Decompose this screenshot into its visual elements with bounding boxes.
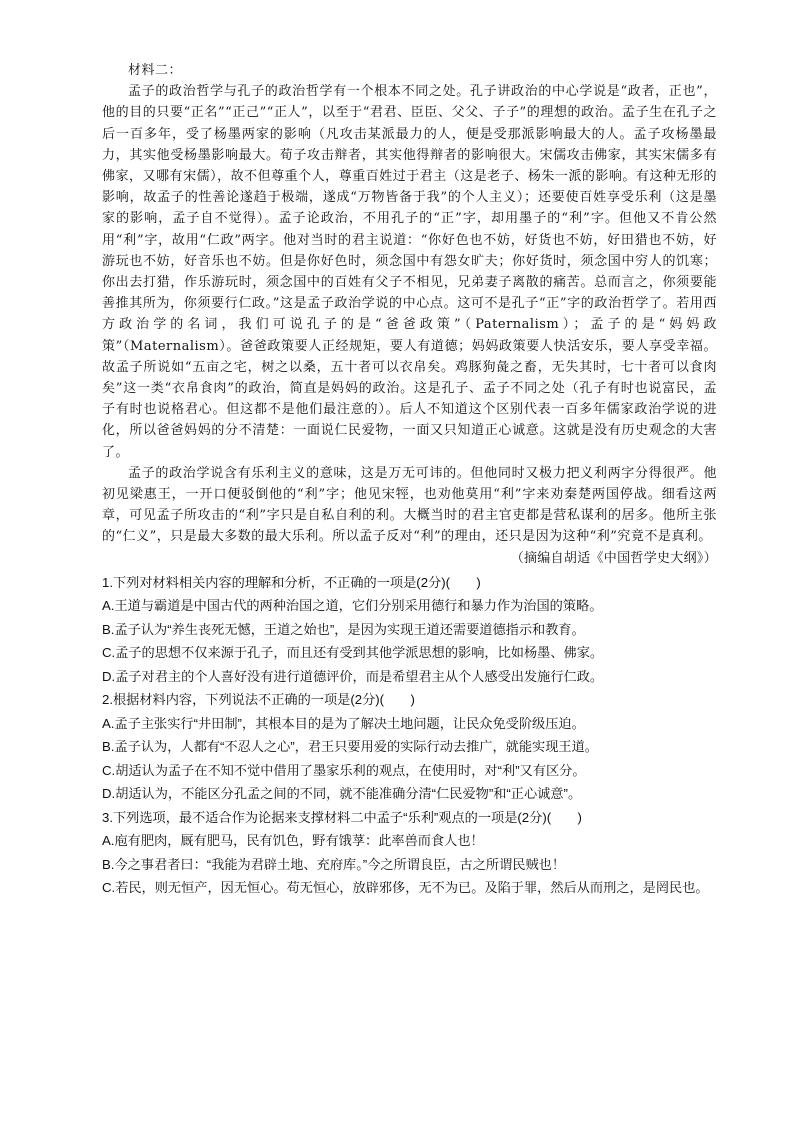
option-d: D.孟子对君主的个人喜好没有进行道德评价，而是希望君主从个人感受出发施行仁政。 — [102, 668, 604, 684]
material-paragraph: 孟子的政治哲学与孔子的政治哲学有一个根本不同之处。孔子讲政治的中心学说是“政者，正也”，他的目的只要“正名”“正己”“正人”，以至于“君君、臣臣、父父、子子”的理想的政治。孟子生在孔子之后一百多年，受了杨墨两家的影响（凡攻击某派最力的人，便是受那派影响最大的人。孟子攻杨墨最力，其实他受杨墨影响最大。荀子攻击辩者，其实他得辩者的影响很大。宋儒攻击佛家，其实宋儒多有佛家，又哪有宋儒），故不但尊重个人，尊重百姓过于君主（这是老子、杨朱一派的影响。有这种无形的影响，故孟子的性善论遂趋于极端，遂成“万物皆备于我”的个人主义）；还要使百姓享受乐利（这是墨家的影响，孟子自不觉得）。孟子论政治，不用孔子的“正”字，却用墨子的“利”字。但他又不肯公然用“利”字，故用“仁政”两字。他对当时的君主说道：“你好色也不妨，好货也不妨，好田猎也不妨，好游玩也不妨，好音乐也不妨。但是你好色时，须念国中有怨女旷夫；你好货时，须念国中穷人的饥寒；你出去打猎，作乐游玩时，须念国中的百姓有父子不相见，兄弟妻子离散的痛苦。总而言之，你须要能善推其所为，你须要行仁政。”这是孟子政治学说的中心点。这可不是孔子“正”字的政治哲学了。若用西方政治学的名词，我们可说孔子的是“爸爸政策”（Paternalism）；孟子的是“妈妈政策”（Maternalism）。爸爸政策要人正经规矩，要人有道德；妈妈政策要人快活安乐，要人享受幸福。故孟子所说如“五亩之宅，树之以桑，五十者可以衣帛矣。鸡豚狗彘之畜，无失其时，七十者可以食肉矣”这一类“衣帛食肉”的政治，简直是妈妈的政治。这是孔子、孟子不同之处（孔子有时也说富民，孟子有时也说格君心。但这都不是他们最注意的）。后人不知道这个区别代表一百多年儒家政治学说的进化，所以爸爸妈妈的分不清楚：一面说仁民爱物，一面又只知道正心诚意。这就是没有历史观念的大害了。 — [102, 84, 717, 460]
option-a: A.孟子主张实行“井田制”，其根本目的是为了解决土地问题，让民众免受阶级压迫。 — [102, 715, 585, 731]
option-a: A.王道与霸道是中国古代的两种治国之道，它们分别采用德行和暴力作为治国的策略。 — [102, 598, 603, 614]
question-1 — [102, 571, 717, 689]
option-c: C.胡适认为孟子在不知不觉中借用了墨家乐利的观点，在使用时，对“利”又有区分。 — [102, 762, 586, 778]
option-a: A.庖有肥肉，厩有肥马，民有饥色，野有饿莩：此率兽而食人也！ — [102, 833, 484, 849]
question-stem: 3.下列选项，最不适合作为论据来支撑材料二中孟子“乐利”观点的一项是(2分)( ) — [102, 809, 582, 825]
material-paragraph: 孟子的政治学说含有乐利主义的意味，这是万无可讳的。但他同时又极力把义利两字分得很严。他初见梁惠王，一开口便驳倒他的“利”字；他见宋牼，也劝他莫用“利”字来劝秦楚两国停战。细看这两章，可见孟子所攻击的“利”字只是自私自利的利。大概当时的君主官吏都是营私谋利的居多。他所主张的“仁义”，只是最大多数的最大乐利。所以孟子反对“利”的理由，还只是因为这种“利”究竟不是真利。 — [102, 465, 717, 545]
option-d: D.胡适认为，不能区分孔孟之间的不同，就不能准确分清“仁民爱物”和“正心诚意”。 — [102, 786, 582, 802]
question-2 — [102, 688, 717, 806]
option-c: C.若民，则无恒产，因无恒心。苟无恒心，放辟邪侈，无不为已。及陷于罪，然后从而刑之，是罔民也。 — [102, 880, 709, 896]
option-c: C.孟子的思想不仅来源于孔子，而且还有受到其他学派思想的影响，比如杨墨、佛家。 — [102, 645, 604, 661]
question-stem: 1.下列对材料相关内容的理解和分析，不正确的一项是(2分)( ) — [102, 574, 481, 590]
question-3 — [102, 806, 717, 900]
option-b: B.孟子认为，人都有“不忍人之心”，君王只要用爱的实际行动去推广，就能实现王道。 — [102, 739, 598, 755]
reading-material — [102, 60, 717, 569]
question-stem: 2.根据材料内容，下列说法不正确的一项是(2分)( ) — [102, 692, 415, 708]
option-b: B.今之事君者曰：“我能为君辟土地、充府库。”今之所谓良臣，古之所谓民贼也！ — [102, 856, 566, 872]
question-list — [102, 571, 717, 900]
option-b: B.孟子认为“养生丧死无憾，王道之始也”，是因为实现王道还需要道德指示和教育。 — [102, 621, 585, 637]
exam-page — [102, 60, 717, 900]
material-label: 材料二： — [128, 63, 183, 78]
material-source: （摘编自胡适《中国哲学史大纲》） — [510, 550, 717, 566]
